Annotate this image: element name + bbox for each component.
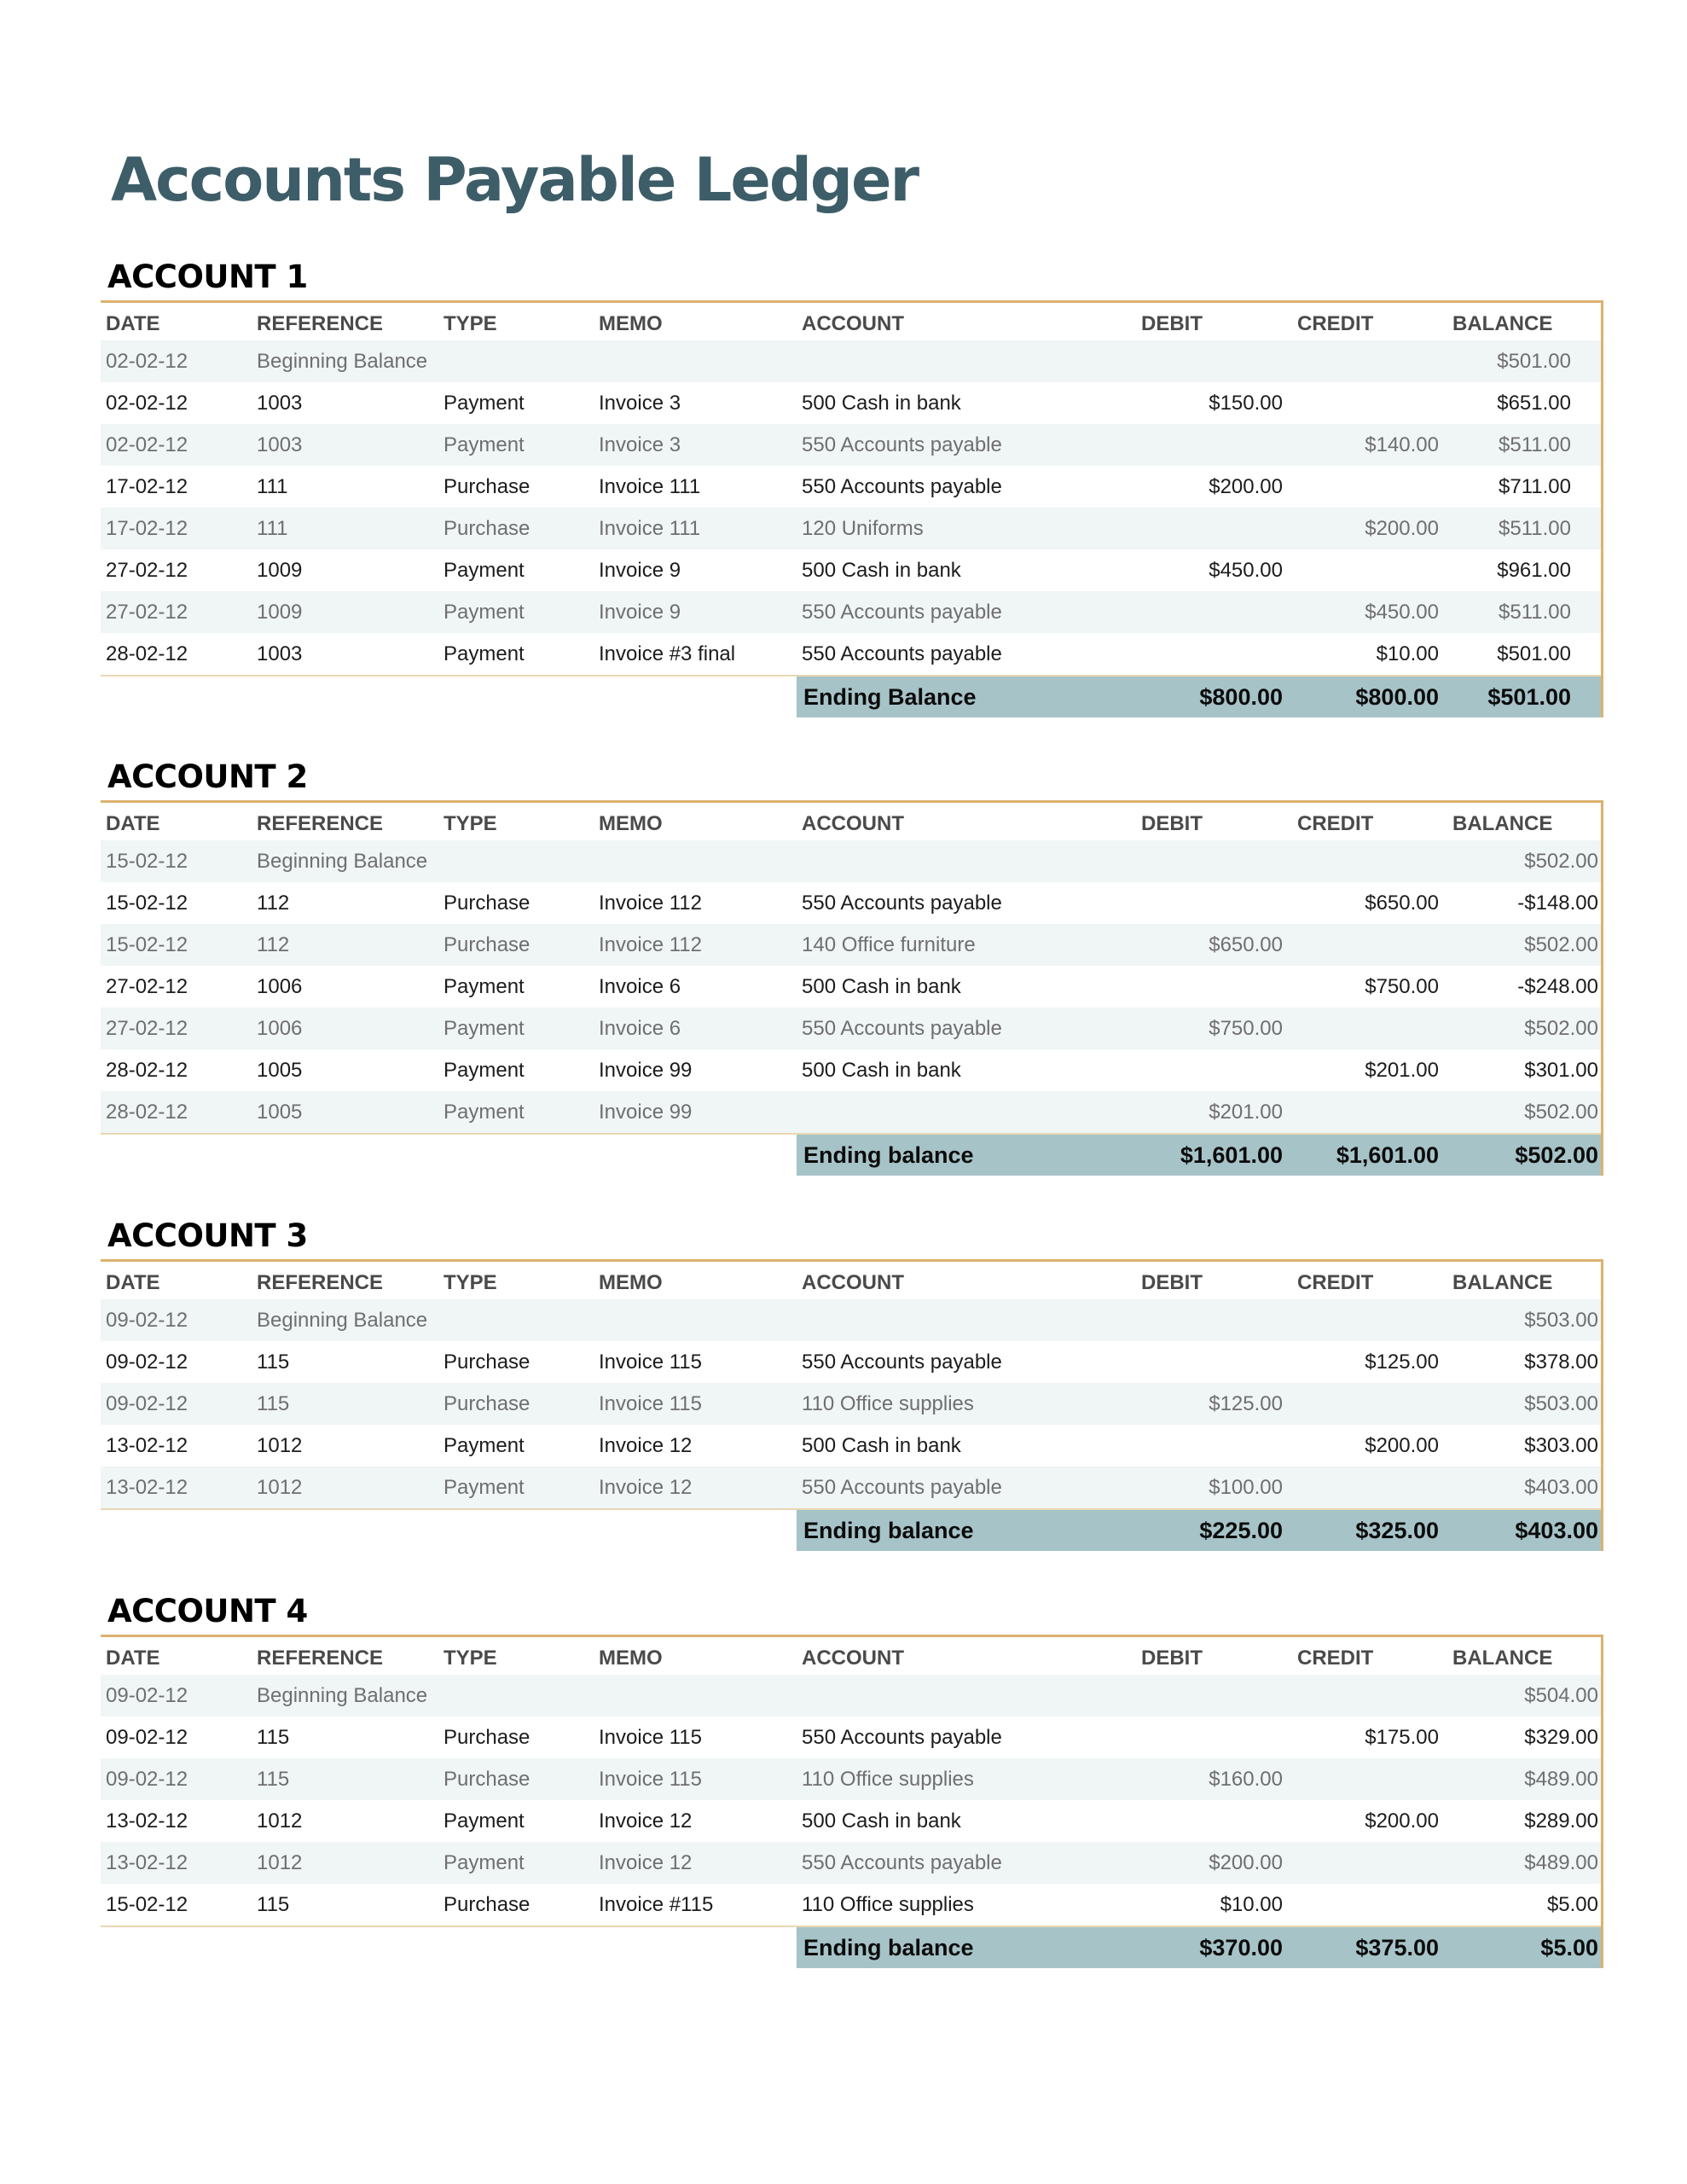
cell-reference: 115 — [257, 1726, 290, 1749]
cell-account: 550 Accounts payable — [802, 601, 1002, 624]
table-header — [101, 1637, 1601, 1675]
table-row — [101, 1716, 1601, 1758]
cell-credit: $200.00 — [1365, 1434, 1439, 1457]
cell-balance: $329.00 — [1524, 1726, 1598, 1749]
table-row — [101, 591, 1601, 633]
cell-account: 550 Accounts payable — [802, 475, 1002, 498]
table-row — [101, 466, 1601, 508]
table-row — [101, 1383, 1601, 1425]
table-row — [101, 1091, 1601, 1135]
cell-account: 120 Uniforms — [802, 517, 924, 540]
cell-debit: $200.00 — [1209, 475, 1283, 498]
cell-balance: $651.00 — [1497, 392, 1571, 415]
cell-type: Purchase — [443, 1392, 530, 1415]
cell-memo: Invoice 112 — [599, 892, 702, 915]
cell-date: 15-02-12 — [106, 892, 188, 915]
column-header-date: DATE — [106, 1271, 160, 1294]
table-row — [101, 1842, 1601, 1884]
cell-reference: 1012 — [257, 1434, 303, 1457]
cell-balance: $489.00 — [1524, 1851, 1598, 1874]
column-header-date: DATE — [106, 1647, 160, 1670]
ending-balance-row — [101, 1135, 1601, 1176]
cell-reference: 1005 — [257, 1059, 303, 1082]
total-balance: $501.00 — [1487, 684, 1571, 710]
cell-debit: $450.00 — [1209, 559, 1283, 582]
cell-balance: $502.00 — [1524, 933, 1598, 956]
cell-type: Payment — [443, 392, 525, 415]
table-row — [101, 340, 1601, 382]
column-header-account: ACCOUNT — [802, 812, 904, 835]
total-debit: $370.00 — [1199, 1935, 1283, 1960]
cell-reference: 115 — [257, 1768, 290, 1791]
account-heading: ACCOUNT 3 — [107, 1217, 308, 1254]
cell-type: Purchase — [443, 933, 530, 956]
cell-account: 500 Cash in bank — [802, 1809, 961, 1833]
cell-balance: $301.00 — [1524, 1059, 1598, 1082]
table-row — [101, 382, 1601, 424]
cell-reference: 1006 — [257, 975, 303, 998]
cell-memo: Invoice 12 — [599, 1434, 693, 1457]
ending-balance-label: Ending balance — [803, 1142, 974, 1168]
cell-type: Payment — [443, 1101, 525, 1124]
table-row — [101, 1467, 1601, 1510]
ending-balance-row — [101, 677, 1601, 717]
column-header-credit: CREDIT — [1297, 312, 1374, 335]
cell-date: 27-02-12 — [106, 975, 188, 998]
page-title: Accounts Payable Ledger — [111, 145, 919, 215]
cell-balance: $511.00 — [1499, 433, 1571, 456]
cell-memo: Invoice 99 — [599, 1059, 693, 1082]
total-debit: $225.00 — [1199, 1518, 1283, 1543]
cell-balance: $502.00 — [1524, 1017, 1598, 1040]
cell-debit: $650.00 — [1209, 933, 1283, 956]
cell-balance: -$248.00 — [1517, 975, 1598, 998]
cell-date: 09-02-12 — [106, 1309, 188, 1332]
cell-account: 500 Cash in bank — [802, 1059, 961, 1082]
cell-memo: Invoice 112 — [599, 933, 702, 956]
total-balance: $403.00 — [1515, 1518, 1598, 1543]
cell-reference: 1012 — [257, 1851, 303, 1874]
cell-type: Purchase — [443, 1893, 530, 1916]
cell-account: 550 Accounts payable — [802, 433, 1002, 456]
cell-account: 550 Accounts payable — [802, 1476, 1002, 1499]
cell-date: 28-02-12 — [106, 1101, 188, 1124]
column-header-credit: CREDIT — [1297, 1647, 1374, 1670]
cell-balance: -$148.00 — [1517, 892, 1598, 915]
cell-account: 140 Office furniture — [802, 933, 976, 956]
ending-balance-band — [797, 1510, 1601, 1551]
account-heading: ACCOUNT 4 — [107, 1593, 308, 1629]
ending-balance-band — [797, 1927, 1601, 1968]
column-header-reference: REFERENCE — [257, 1271, 384, 1294]
cell-memo: Invoice 111 — [599, 475, 701, 498]
cell-balance: $511.00 — [1499, 601, 1571, 624]
column-header-type: TYPE — [443, 312, 497, 335]
cell-reference: 1012 — [257, 1809, 303, 1833]
cell-credit: $201.00 — [1365, 1059, 1439, 1082]
column-header-type: TYPE — [443, 812, 497, 835]
table-row — [101, 882, 1601, 924]
table-row — [101, 1299, 1601, 1341]
cell-account: 110 Office supplies — [802, 1893, 974, 1916]
cell-memo: Invoice 9 — [599, 559, 681, 582]
column-header-reference: REFERENCE — [257, 1647, 384, 1670]
cell-date: 02-02-12 — [106, 433, 188, 456]
cell-reference: 1009 — [257, 601, 303, 624]
cell-balance: $503.00 — [1524, 1392, 1598, 1415]
ending-balance-label: Ending balance — [803, 1935, 974, 1960]
cell-memo: Invoice 115 — [599, 1768, 702, 1791]
cell-reference: 1006 — [257, 1017, 303, 1040]
cell-memo: Invoice 99 — [599, 1101, 693, 1124]
cell-balance: $503.00 — [1524, 1309, 1598, 1332]
column-header-type: TYPE — [443, 1271, 497, 1294]
table-row — [101, 840, 1601, 882]
cell-memo: Invoice 6 — [599, 1017, 681, 1040]
cell-date: 09-02-12 — [106, 1350, 188, 1374]
cell-date: 28-02-12 — [106, 642, 188, 665]
cell-debit: $100.00 — [1209, 1476, 1283, 1499]
table-row — [101, 1341, 1601, 1383]
cell-credit: $10.00 — [1376, 642, 1439, 665]
cell-reference: Beginning Balance — [257, 850, 428, 873]
ending-balance-label: Ending Balance — [803, 684, 977, 710]
cell-account: 550 Accounts payable — [802, 892, 1002, 915]
cell-debit: $160.00 — [1209, 1768, 1283, 1791]
cell-debit: $201.00 — [1209, 1101, 1283, 1124]
cell-credit: $750.00 — [1365, 975, 1439, 998]
column-header-account: ACCOUNT — [802, 1271, 904, 1294]
cell-reference: 115 — [257, 1392, 290, 1415]
cell-reference: 1012 — [257, 1476, 303, 1499]
cell-date: 09-02-12 — [106, 1684, 188, 1707]
cell-date: 17-02-12 — [106, 517, 188, 540]
cell-date: 27-02-12 — [106, 601, 188, 624]
cell-date: 28-02-12 — [106, 1059, 188, 1082]
cell-reference: 1003 — [257, 392, 303, 415]
cell-memo: Invoice 115 — [599, 1726, 702, 1749]
cell-reference: 1003 — [257, 642, 303, 665]
table-row — [101, 966, 1601, 1008]
cell-type: Payment — [443, 1017, 525, 1040]
cell-memo: Invoice #3 final — [599, 642, 736, 665]
cell-reference: 111 — [257, 475, 288, 498]
cell-memo: Invoice 6 — [599, 975, 681, 998]
column-header-credit: CREDIT — [1297, 812, 1374, 835]
cell-account: 500 Cash in bank — [802, 559, 961, 582]
cell-date: 02-02-12 — [106, 350, 188, 373]
cell-type: Payment — [443, 1851, 525, 1874]
column-header-memo: MEMO — [599, 1647, 663, 1670]
cell-type: Payment — [443, 1809, 525, 1833]
cell-type: Payment — [443, 1059, 525, 1082]
cell-account: 500 Cash in bank — [802, 975, 961, 998]
cell-date: 15-02-12 — [106, 850, 188, 873]
cell-memo: Invoice 3 — [599, 433, 681, 456]
cell-credit: $200.00 — [1365, 517, 1439, 540]
cell-memo: Invoice 3 — [599, 392, 681, 415]
cell-date: 02-02-12 — [106, 392, 188, 415]
cell-balance: $378.00 — [1524, 1350, 1598, 1374]
column-header-balance: BALANCE — [1452, 312, 1553, 335]
cell-account: 550 Accounts payable — [802, 1726, 1002, 1749]
ending-balance-label: Ending balance — [803, 1518, 974, 1543]
cell-balance: $502.00 — [1524, 1101, 1598, 1124]
cell-type: Payment — [443, 975, 525, 998]
column-header-memo: MEMO — [599, 812, 663, 835]
cell-account: 550 Accounts payable — [802, 1350, 1002, 1374]
table-header — [101, 803, 1601, 840]
cell-balance: $489.00 — [1524, 1768, 1598, 1791]
cell-type: Payment — [443, 433, 525, 456]
cell-date: 13-02-12 — [106, 1476, 188, 1499]
column-header-debit: DEBIT — [1141, 1271, 1203, 1294]
cell-memo: Invoice 12 — [599, 1809, 693, 1833]
table-row — [101, 1049, 1601, 1091]
total-credit: $375.00 — [1355, 1935, 1439, 1960]
cell-account: 550 Accounts payable — [802, 1017, 1002, 1040]
table-row — [101, 1425, 1601, 1467]
cell-memo: Invoice 9 — [599, 601, 681, 624]
total-credit: $800.00 — [1355, 684, 1439, 710]
cell-type: Payment — [443, 601, 525, 624]
cell-credit: $175.00 — [1365, 1726, 1439, 1749]
column-header-type: TYPE — [443, 1647, 497, 1670]
cell-type: Payment — [443, 642, 525, 665]
cell-reference: 111 — [257, 517, 288, 540]
cell-account: 550 Accounts payable — [802, 1851, 1002, 1874]
cell-reference: 1005 — [257, 1101, 303, 1124]
cell-type: Payment — [443, 1476, 525, 1499]
column-header-debit: DEBIT — [1141, 1647, 1203, 1670]
cell-balance: $501.00 — [1497, 350, 1571, 373]
table-row — [101, 1800, 1601, 1842]
column-header-account: ACCOUNT — [802, 312, 904, 335]
cell-reference: Beginning Balance — [257, 1684, 428, 1707]
cell-type: Purchase — [443, 1726, 530, 1749]
column-header-memo: MEMO — [599, 312, 663, 335]
cell-memo: Invoice 115 — [599, 1350, 702, 1374]
ending-balance-band — [797, 677, 1601, 717]
cell-reference: 115 — [257, 1893, 290, 1916]
cell-credit: $650.00 — [1365, 892, 1439, 915]
cell-type: Payment — [443, 1434, 525, 1457]
cell-type: Purchase — [443, 892, 530, 915]
cell-debit: $200.00 — [1209, 1851, 1283, 1874]
total-balance: $502.00 — [1515, 1142, 1598, 1168]
table-row — [101, 424, 1601, 466]
table-row — [101, 633, 1601, 677]
cell-reference: 112 — [257, 892, 290, 915]
cell-reference: 115 — [257, 1350, 290, 1374]
cell-balance: $303.00 — [1524, 1434, 1598, 1457]
ledger-table — [101, 300, 1603, 717]
cell-date: 09-02-12 — [106, 1392, 188, 1415]
cell-balance: $501.00 — [1497, 642, 1571, 665]
account-heading: ACCOUNT 1 — [107, 258, 308, 295]
cell-memo: Invoice 111 — [599, 517, 701, 540]
column-header-reference: REFERENCE — [257, 812, 384, 835]
cell-debit: $750.00 — [1209, 1017, 1283, 1040]
column-header-debit: DEBIT — [1141, 312, 1203, 335]
table-row — [101, 924, 1601, 966]
cell-date: 13-02-12 — [106, 1434, 188, 1457]
total-balance: $5.00 — [1540, 1935, 1598, 1960]
table-header — [101, 303, 1601, 340]
cell-account: 110 Office supplies — [802, 1392, 974, 1415]
cell-debit: $125.00 — [1209, 1392, 1283, 1415]
column-header-balance: BALANCE — [1452, 1647, 1553, 1670]
cell-date: 27-02-12 — [106, 1017, 188, 1040]
column-header-date: DATE — [106, 312, 160, 335]
total-credit: $325.00 — [1355, 1518, 1439, 1543]
cell-date: 09-02-12 — [106, 1768, 188, 1791]
cell-type: Purchase — [443, 1350, 530, 1374]
cell-balance: $504.00 — [1524, 1684, 1598, 1707]
ending-balance-row — [101, 1510, 1601, 1551]
cell-debit: $10.00 — [1220, 1893, 1283, 1916]
cell-date: 13-02-12 — [106, 1851, 188, 1874]
column-header-account: ACCOUNT — [802, 1647, 904, 1670]
total-debit: $800.00 — [1199, 684, 1283, 710]
cell-debit: $150.00 — [1209, 392, 1283, 415]
table-row — [101, 1675, 1601, 1716]
cell-date: 27-02-12 — [106, 559, 188, 582]
cell-date: 17-02-12 — [106, 475, 188, 498]
table-row — [101, 1008, 1601, 1049]
ending-balance-band — [797, 1135, 1601, 1176]
cell-reference: Beginning Balance — [257, 350, 428, 373]
cell-memo: Invoice 12 — [599, 1476, 693, 1499]
ledger-table — [101, 1259, 1603, 1551]
cell-type: Purchase — [443, 475, 530, 498]
table-row — [101, 549, 1601, 591]
cell-date: 15-02-12 — [106, 1893, 188, 1916]
cell-account: 550 Accounts payable — [802, 642, 1002, 665]
cell-date: 13-02-12 — [106, 1809, 188, 1833]
cell-reference: 1009 — [257, 559, 303, 582]
cell-date: 09-02-12 — [106, 1726, 188, 1749]
cell-type: Purchase — [443, 517, 530, 540]
total-debit: $1,601.00 — [1180, 1142, 1283, 1168]
cell-account: 500 Cash in bank — [802, 392, 961, 415]
cell-memo: Invoice 12 — [599, 1851, 693, 1874]
table-row — [101, 1884, 1601, 1927]
column-header-balance: BALANCE — [1452, 1271, 1553, 1294]
cell-balance: $5.00 — [1546, 1893, 1598, 1916]
column-header-debit: DEBIT — [1141, 812, 1203, 835]
cell-account: 500 Cash in bank — [802, 1434, 961, 1457]
cell-type: Payment — [443, 559, 525, 582]
column-header-credit: CREDIT — [1297, 1271, 1374, 1294]
table-row — [101, 508, 1601, 549]
cell-balance: $511.00 — [1499, 517, 1571, 540]
cell-memo: Invoice #115 — [599, 1893, 714, 1916]
column-header-reference: REFERENCE — [257, 312, 384, 335]
cell-credit: $140.00 — [1365, 433, 1439, 456]
table-header — [101, 1262, 1601, 1299]
cell-balance: $502.00 — [1524, 850, 1598, 873]
cell-date: 15-02-12 — [106, 933, 188, 956]
ledger-table — [101, 1635, 1603, 1968]
ending-balance-row — [101, 1927, 1601, 1968]
cell-reference: Beginning Balance — [257, 1309, 428, 1332]
cell-balance: $403.00 — [1524, 1476, 1598, 1499]
column-header-memo: MEMO — [599, 1271, 663, 1294]
column-header-date: DATE — [106, 812, 160, 835]
cell-balance: $289.00 — [1524, 1809, 1598, 1833]
total-credit: $1,601.00 — [1336, 1142, 1439, 1168]
account-heading: ACCOUNT 2 — [107, 758, 308, 795]
cell-account: 110 Office supplies — [802, 1768, 974, 1791]
cell-credit: $450.00 — [1365, 601, 1439, 624]
ledger-table — [101, 800, 1603, 1176]
cell-memo: Invoice 115 — [599, 1392, 702, 1415]
cell-reference: 1003 — [257, 433, 303, 456]
cell-credit: $125.00 — [1365, 1350, 1439, 1374]
table-row — [101, 1758, 1601, 1800]
column-header-balance: BALANCE — [1452, 812, 1553, 835]
cell-reference: 112 — [257, 933, 290, 956]
cell-credit: $200.00 — [1365, 1809, 1439, 1833]
cell-balance: $711.00 — [1499, 475, 1571, 498]
cell-balance: $961.00 — [1497, 559, 1571, 582]
cell-type: Purchase — [443, 1768, 530, 1791]
